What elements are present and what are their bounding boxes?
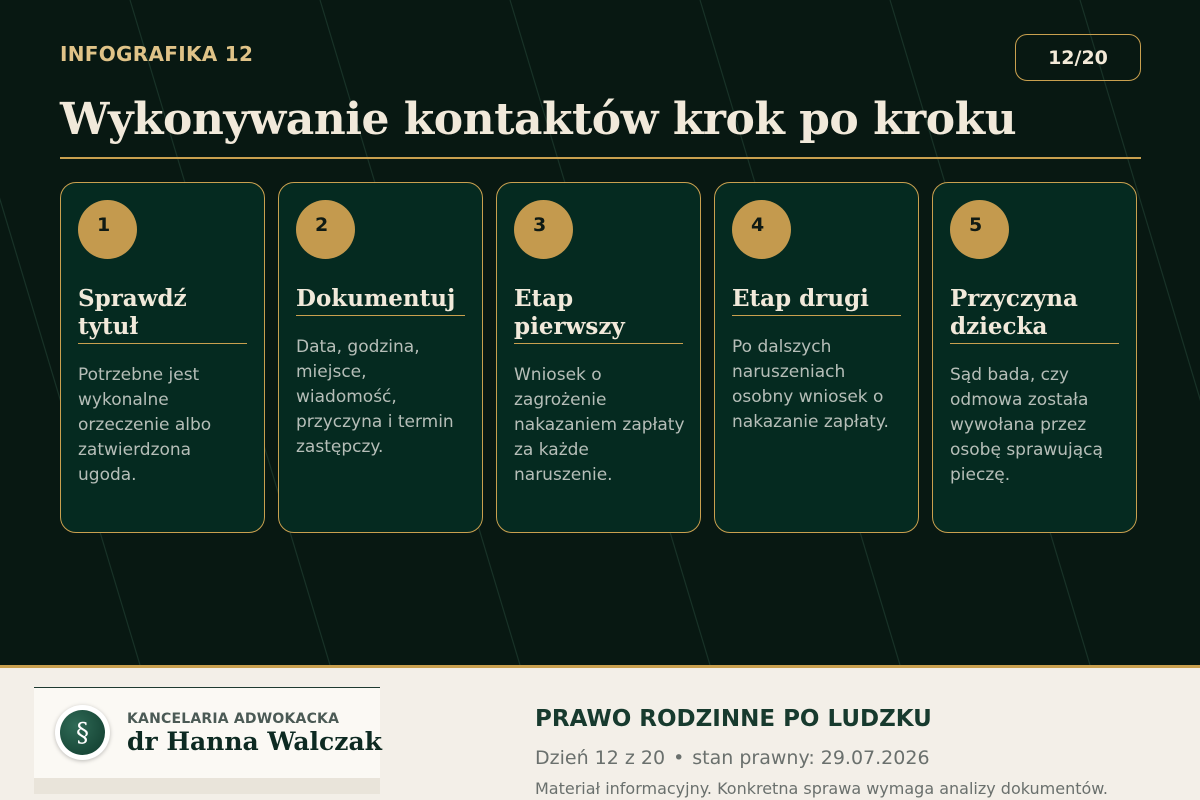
step-card-2: [278, 182, 483, 533]
step-number-badge: [296, 200, 355, 259]
meta-line: [535, 747, 930, 769]
day-counter: Dzień 12 z 20: [535, 747, 666, 769]
series-title: PRAWO RODZINNE PO LUDZKU: [535, 706, 932, 732]
step-number-badge: [732, 200, 791, 259]
step-card-3: [496, 182, 701, 533]
legal-state-date: stan prawny: 29.07.2026: [692, 747, 930, 769]
infographic-kicker: INFOGRAFIKA 12: [60, 42, 254, 66]
step-title: Dokumentuj: [296, 285, 465, 316]
step-description: Po dalszych naruszeniach osobny wniosek o nakazanie zapłaty.: [732, 337, 889, 432]
step-card-5: [932, 182, 1137, 533]
step-description: Potrzebne jest wykonalne orzeczenie albo zatwierdzona ugoda.: [78, 365, 212, 485]
step-card-1: [60, 182, 265, 533]
step-title: Przyczyna dziecka: [950, 285, 1119, 344]
step-title: Sprawdź tytuł: [78, 285, 247, 344]
firm-name: dr Hanna Walczak: [127, 727, 382, 756]
step-description: Sąd bada, czy odmowa została wywołana przez osobę sprawującą pieczę.: [950, 365, 1103, 485]
step-number: 2: [315, 214, 329, 236]
logo-card-base: [34, 778, 380, 794]
disclaimer: Materiał informacyjny. Konkretna sprawa wymaga analizy dokumentów.: [535, 779, 1108, 798]
firm-kicker: KANCELARIA ADWOKACKA: [127, 711, 340, 727]
step-title: Etap drugi: [732, 285, 901, 316]
step-card-4: [714, 182, 919, 533]
page-title: Wykonywanie kontaktów krok po kroku: [60, 94, 1017, 145]
footer: [0, 665, 1200, 800]
step-title: Etap pierwszy: [514, 285, 683, 344]
firm-logo-card: [34, 687, 380, 778]
section-sign-icon: §: [60, 710, 105, 755]
step-number-badge: [950, 200, 1009, 259]
title-divider: [60, 157, 1141, 159]
step-description: Wniosek o zagrożenie nakazaniem zapłaty za każde naruszenie.: [514, 365, 685, 485]
page-counter: 12/20: [1015, 34, 1141, 81]
meta-separator: •: [673, 747, 685, 769]
step-number-badge: [514, 200, 573, 259]
step-description: Data, godzina, miejsce, wiadomość, przyczyna i termin zastępczy.: [296, 337, 454, 457]
step-number-badge: [78, 200, 137, 259]
step-number: 1: [97, 214, 111, 236]
step-number: 3: [533, 214, 547, 236]
step-number: 4: [751, 214, 765, 236]
step-number: 5: [969, 214, 983, 236]
logo-emblem: [55, 705, 110, 760]
